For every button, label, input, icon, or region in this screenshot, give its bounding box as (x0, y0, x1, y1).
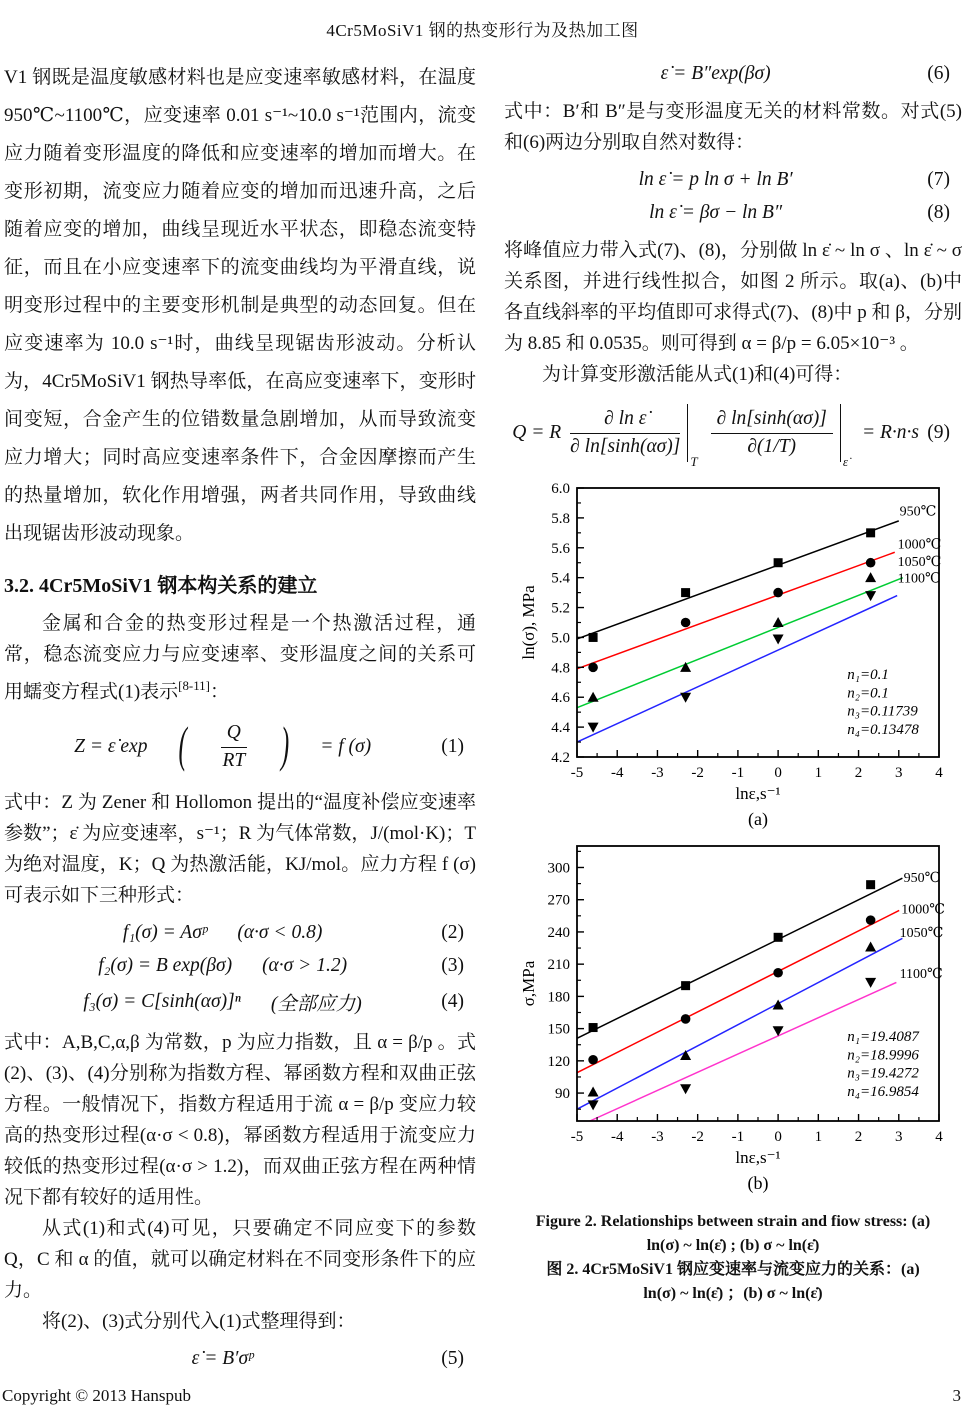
svg-text:-4: -4 (610, 765, 624, 781)
page-number: 3 (952, 1386, 961, 1405)
paragraph-linear-fit: 将峰值应力带入式(7)、(8)，分别做 ln ε̇ ~ ln σ 、ln ε̇ ~ σ 关系图，并进行线性拟合，如图 2 所示。取(a)、(b)中各直线斜率的平均值即可求得式(7)、(8)中 p 和 β，分别为 8.85 和 0.0535。则可得到 α = β/p = 6.05×10⁻³ 。 (504, 240, 962, 354)
equation-text: = R·n·s (861, 422, 919, 443)
page-footer (0, 1386, 965, 1406)
equation-text: f₃(σ) = C[sinh(ασ)]ⁿ (83, 991, 241, 1013)
svg-text:950℃: 950℃ (903, 871, 941, 887)
svg-text:n₃=0.11739: n₃=0.11739 (847, 703, 918, 720)
paragraph-parameters: 从式(1)和式(4)可见，只要确定不同应变下的参数 Q，C 和 α 的值，就可以确定材料在不同变形条件下的应力。 (4, 1218, 476, 1302)
svg-text:5.0: 5.0 (551, 630, 570, 647)
svg-text:1050℃: 1050℃ (899, 925, 944, 941)
paragraph-text: ： (209, 681, 229, 703)
svg-text:4.6: 4.6 (551, 690, 570, 707)
svg-text:1100℃: 1100℃ (899, 966, 943, 982)
caption-line-zh-1: 图 2. 4Cr5MoSiV1 钢应变速率与流变应力的关系：(a) (546, 1261, 920, 1278)
svg-text:-5: -5 (570, 765, 584, 781)
equation-number: (3) (441, 955, 464, 977)
chart-a (520, 476, 962, 836)
equation-condition: (α·σ < 0.8) (237, 922, 323, 944)
equation-9 (504, 404, 962, 469)
equation-condition: (α·σ > 1.2) (262, 955, 348, 977)
svg-text:1100℃: 1100℃ (897, 571, 941, 587)
fraction-denominator: ∂(1/T) (747, 435, 797, 457)
svg-text:5.8: 5.8 (551, 510, 570, 527)
section-heading-3-2: 3.2. 4Cr5MoSiV1 钢本构关系的建立 (4, 575, 318, 597)
fraction-numerator: ∂ ln[sinh(ασ)] (711, 407, 833, 433)
svg-text:180: 180 (547, 989, 570, 1006)
equation-1 (4, 721, 476, 773)
svg-text:(a): (a) (748, 809, 768, 829)
equation-8 (504, 202, 962, 224)
svg-text:4.8: 4.8 (551, 660, 570, 677)
svg-text:1: 1 (814, 1129, 823, 1145)
svg-text:4.4: 4.4 (551, 720, 570, 737)
svg-text:2: 2 (854, 765, 863, 781)
equation-text: ln ε̇ = p ln σ + ln B′ (638, 169, 793, 190)
equation-5 (4, 1348, 476, 1370)
equation-condition: (全部应力) (270, 994, 362, 1016)
svg-text:3: 3 (895, 1129, 903, 1145)
equation-number: (8) (927, 202, 950, 223)
equation-text: = f (σ) (320, 736, 372, 758)
paragraph-activation-energy: 为计算变形激活能从式(1)和(4)可得： (542, 364, 853, 385)
svg-text:4: 4 (935, 1129, 943, 1145)
svg-text:n₂=0.1: n₂=0.1 (847, 685, 889, 702)
svg-text:1000℃: 1000℃ (897, 537, 942, 553)
paragraph-equation-types: 式中：A,B,C,α,β 为常数，p 为应力指数，且 α = β/p 。式(2)、(3)、(4)分别称为指数方程、幂函数方程和双曲正弦方程。一般情况下，指数方程适用于流 α = β/p 变应力较高的热变形过程(α·σ < 0.8)，幂函数方程适用于流变应力较低的热变形过程(α·σ > 1.2)，而双曲正弦方程在两种情况下都有较好的适用性。 (4, 1032, 476, 1209)
fraction-numerator: Q (221, 721, 247, 747)
figure-caption (504, 1210, 962, 1306)
svg-text:σ,MPa: σ,MPa (519, 960, 538, 1007)
svg-text:5.6: 5.6 (551, 540, 570, 557)
copyright-text: Copyright © 2013 Hanspub (2, 1386, 192, 1405)
svg-text:n₂=18.9996: n₂=18.9996 (847, 1047, 919, 1064)
svg-text:950℃: 950℃ (899, 504, 937, 520)
equation-number: (9) (927, 422, 950, 443)
equation-number: (6) (927, 63, 950, 84)
svg-text:-4: -4 (610, 1129, 624, 1145)
svg-text:lnε,s⁻¹: lnε,s⁻¹ (735, 784, 781, 803)
svg-text:n₁=19.4087: n₁=19.4087 (847, 1029, 919, 1046)
equation-number: (4) (441, 991, 464, 1013)
equation-2 (4, 922, 476, 944)
svg-text:210: 210 (547, 957, 570, 974)
paragraph-flow-behavior: V1 钢既是温度敏感材料也是应变速率敏感材料，在温度 950℃~1100℃，应变速率 0.01 s⁻¹~10.0 s⁻¹范围内，流变应力随着变形温度的降低和应变速率的增加而增大。在变形初期，流变应力随着应变的增加而迅速升高，之后随着应变的增加，曲线呈现近水平状态，即稳态流变特征，而且在小应变速率下的流变曲线均为平滑直线，说明变形过程中的主要变形机制是典型的动态回复。但在应变速率为 10.0 s⁻¹时，曲线呈现锯齿形波动。分析认为，4Cr5MoSiV1 钢热导率低，在高应变速率下，变形时间变短，合金产生的位错数量急剧增加，从而导致流变应力增大；同时高应变速率条件下，合金因摩擦而产生的热量增加，软化作用增强，两者共同作用，导致曲线出现锯齿形波动现象。 (4, 67, 476, 544)
fraction (570, 407, 680, 459)
svg-text:-1: -1 (731, 1129, 745, 1145)
svg-text:ln(σ), MPa: ln(σ), MPa (519, 585, 538, 660)
equation-text: f₁(σ) = Aσᵖ (122, 922, 208, 944)
svg-text:240: 240 (547, 924, 570, 941)
equation-text: f₂(σ) = B exp(βσ) (98, 955, 233, 977)
svg-text:4: 4 (935, 765, 943, 781)
fraction-denominator: RT (222, 749, 246, 771)
paragraph-text: 金属和合金的热变形过程是一个热激活过程，通常，稳态流变应力与应变速率、变形温度之间的关系可用蠕变方程式(1)表示 (4, 613, 476, 703)
svg-text:1000℃: 1000℃ (901, 902, 945, 918)
paragraph-constitutive-intro (4, 608, 476, 707)
svg-text:300: 300 (547, 860, 570, 877)
equation-text: Q = R (512, 422, 562, 443)
page-body (0, 59, 965, 1381)
svg-text:270: 270 (547, 892, 570, 909)
equation-7 (504, 169, 962, 191)
fraction-numerator: ∂ ln ε̇ (570, 407, 680, 433)
svg-text:n₄=0.13478: n₄=0.13478 (847, 721, 919, 738)
paragraph-substitute: 将(2)、(3)式分别代入(1)式整理得到： (42, 1311, 356, 1333)
citation-8-11: [8-11] (178, 678, 210, 693)
svg-text:n₁=0.1: n₁=0.1 (847, 667, 889, 684)
equation-text: ln ε̇ = βσ − ln B″ (649, 202, 783, 223)
equation-number: (2) (441, 922, 464, 944)
equation-1-body (4, 721, 441, 773)
svg-text:6.0: 6.0 (551, 481, 570, 497)
svg-text:-2: -2 (691, 1129, 704, 1145)
svg-text:120: 120 (547, 1053, 570, 1070)
caption-line-zh-2: ln(σ) ~ ln(ε̇) ；(b) σ ~ ln(ε̇) (643, 1285, 823, 1302)
chart-b-plot (520, 836, 960, 1195)
paragraph-symbols: 式中：Z 为 Zener 和 Hollomon 提出的“温度补偿应变速率参数”；ε̇ 为应变速率，s⁻¹；R 为气体常数，J/(mol·K)；T 为绝对温度，K；Q 为热激活能，KJ/mol。应力方程 f (σ) 可表示如下三种形式： (4, 792, 476, 907)
fraction (711, 407, 833, 459)
svg-text:5.2: 5.2 (551, 600, 570, 617)
fraction-denominator: ∂ ln[sinh(ασ)] (570, 435, 681, 457)
svg-text:-5: -5 (570, 1129, 584, 1145)
svg-text:-3: -3 (651, 1129, 664, 1145)
evaluation-subscript: ε̇ (842, 454, 848, 469)
svg-text:-1: -1 (731, 765, 745, 781)
equation-3 (4, 955, 476, 977)
equation-text: ε̇ = B″exp(βσ) (660, 63, 771, 84)
svg-text:150: 150 (547, 1021, 570, 1038)
equation-6 (504, 63, 962, 85)
equation-number: (7) (927, 169, 950, 190)
equation-9-body (504, 404, 927, 469)
page-title: 4Cr5MoSiV1 钢的热变形行为及热加工图 (326, 21, 639, 40)
paragraph-material-constants: 式中：B′和 B″是与变形温度无关的材料常数。对式(5)和(6)两边分别取自然对数得： (504, 101, 962, 153)
svg-text:lnε,s⁻¹: lnε,s⁻¹ (735, 1148, 781, 1167)
equation-number: (5) (441, 1348, 464, 1370)
svg-text:n₃=19.4272: n₃=19.4272 (847, 1065, 919, 1082)
equation-text: Z = ε̇ exp (74, 736, 148, 758)
left-paren: ( (178, 719, 187, 774)
svg-text:90: 90 (555, 1086, 570, 1103)
svg-text:2: 2 (854, 1129, 863, 1145)
caption-line-en-2: ln(σ) ~ ln(ε̇) ; (b) σ ~ ln(ε̇) (646, 1237, 820, 1254)
chart-a-plot (520, 476, 960, 831)
chart-b (520, 836, 962, 1200)
svg-text:0: 0 (774, 765, 782, 781)
evaluation-subscript: T (690, 454, 698, 469)
svg-text:-3: -3 (651, 765, 664, 781)
svg-text:5.4: 5.4 (551, 570, 570, 587)
left-column (4, 59, 476, 1381)
equation-number: (1) (441, 736, 464, 758)
svg-text:1050℃: 1050℃ (897, 555, 942, 571)
svg-text:4.2: 4.2 (551, 750, 570, 766)
evaluation-bar (687, 404, 698, 469)
equation-text: ε̇ = B′σᵖ (191, 1348, 254, 1370)
evaluation-bar (840, 404, 848, 469)
caption-line-en-1: Figure 2. Relationships between strain and fiow stress: (a) (535, 1213, 931, 1230)
right-column (504, 59, 962, 1381)
equation-4 (4, 988, 476, 1016)
svg-text:3: 3 (895, 765, 903, 781)
fraction (221, 721, 247, 773)
svg-text:n₄=16.9854: n₄=16.9854 (847, 1083, 919, 1100)
svg-text:0: 0 (774, 1129, 782, 1145)
svg-text:-2: -2 (691, 765, 704, 781)
svg-text:(b): (b) (747, 1173, 769, 1193)
right-paren: ) (280, 719, 290, 774)
svg-text:1: 1 (814, 765, 823, 781)
